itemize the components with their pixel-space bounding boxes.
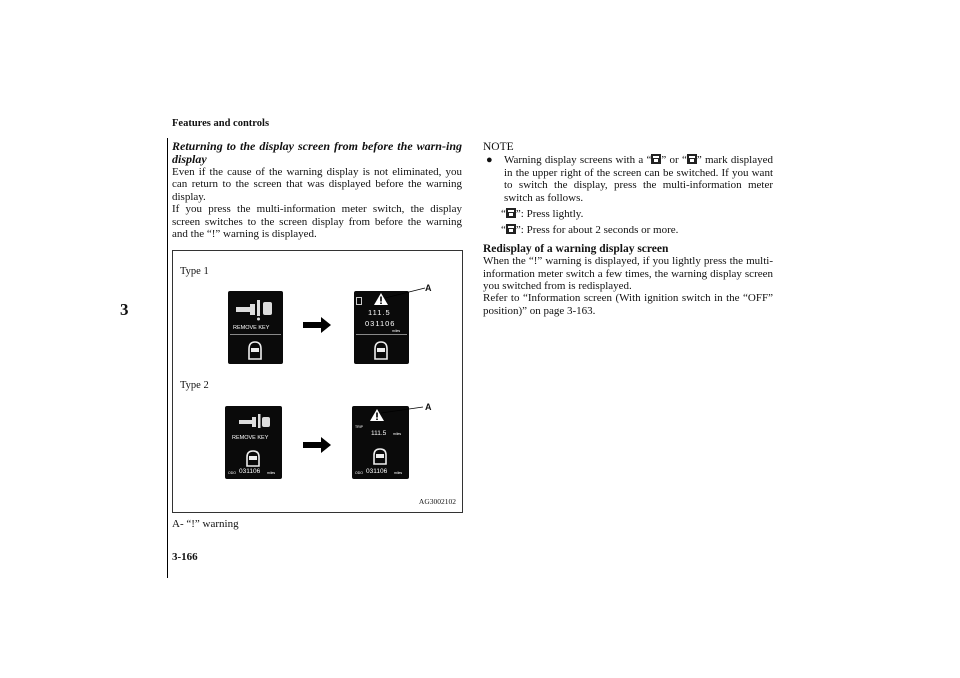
car-top-icon bbox=[243, 448, 263, 468]
page-number: 3-166 bbox=[172, 551, 198, 563]
right-arrow-icon bbox=[303, 437, 333, 453]
type1-trip-screen bbox=[354, 291, 409, 364]
screen-switch-icon bbox=[651, 154, 661, 164]
remove-key-text: REMOVE KEY bbox=[233, 325, 270, 331]
screen-hold-icon bbox=[687, 154, 697, 164]
note-bullet: ● Warning display screens with a “ ” or “ ” mark displayed in the upper right of the screen can be switched. If you want to switch the display, press the multi-information meter switch as follows. bbox=[483, 154, 773, 204]
odo-tag: ODO bbox=[228, 471, 236, 475]
odo-value: 031106 bbox=[366, 468, 388, 475]
chapter-divider-line bbox=[167, 138, 168, 578]
callout-a-type1: A bbox=[425, 283, 432, 293]
right-column bbox=[483, 141, 773, 317]
redisplay-heading: Redisplay of a warning display screen bbox=[483, 242, 669, 255]
press-lightly-line: “ ”: Press lightly. bbox=[501, 208, 584, 221]
odo-value: 031106 bbox=[239, 468, 261, 475]
type2-remove-key-screen bbox=[225, 406, 282, 479]
odo-value: 031106 bbox=[365, 319, 396, 328]
left-column bbox=[172, 140, 462, 240]
display-figure bbox=[172, 250, 463, 513]
trip-tag: TRIP bbox=[355, 425, 363, 429]
section-heading: Returning to the display screen from before the warn-ing display bbox=[172, 139, 462, 166]
fuel-gauge-icon bbox=[356, 297, 362, 305]
trip-value: 111.5 bbox=[368, 308, 391, 317]
callout-a-type2: A bbox=[425, 402, 432, 412]
type1-remove-key-screen bbox=[228, 291, 283, 364]
type1-label: Type 1 bbox=[180, 266, 209, 277]
paragraph-2: If you press the multi-information meter switch, the display screen switches to the screen display from before the warning and the “!” warning is displayed. bbox=[172, 203, 462, 241]
unit-label: miles bbox=[392, 329, 401, 333]
press-hold-line: “ ”: Press for about 2 seconds or more. bbox=[501, 224, 679, 237]
car-top-icon bbox=[245, 339, 265, 361]
screen-hold-icon bbox=[506, 224, 516, 234]
remove-key-text: REMOVE KEY bbox=[232, 435, 269, 441]
section-header: Features and controls bbox=[172, 118, 270, 129]
paragraph-4: Refer to “Information screen (With ignition switch in the “OFF” position)” on page 3-163. bbox=[483, 292, 773, 317]
type2-label: Type 2 bbox=[180, 380, 209, 391]
unit-label: miles bbox=[267, 471, 276, 475]
car-top-icon bbox=[371, 339, 391, 361]
unit-label: miles bbox=[393, 432, 402, 436]
right-arrow-icon bbox=[303, 317, 333, 333]
chapter-number: 3 bbox=[120, 300, 129, 319]
figure-caption: A- “!” warning bbox=[172, 518, 239, 530]
unit-label: miles bbox=[394, 471, 403, 475]
paragraph-1: Even if the cause of the warning display is not eliminated, you can return to the screen that was displayed before the warning display. bbox=[172, 166, 462, 203]
car-top-icon bbox=[370, 446, 390, 466]
key-warning-icon bbox=[225, 408, 282, 438]
trip-value: 111.5 bbox=[371, 430, 387, 437]
paragraph-3: When the “!” warning is displayed, if you lightly press the multi-information meter switch a few times, the warning display screen you switched from is redisplayed. bbox=[483, 255, 773, 293]
figure-code: AG3002102 bbox=[418, 497, 456, 506]
odo-tag: ODO bbox=[355, 471, 363, 475]
screen-switch-icon bbox=[506, 208, 516, 218]
note-title: NOTE bbox=[483, 141, 514, 153]
bullet-icon: ● bbox=[486, 154, 493, 167]
